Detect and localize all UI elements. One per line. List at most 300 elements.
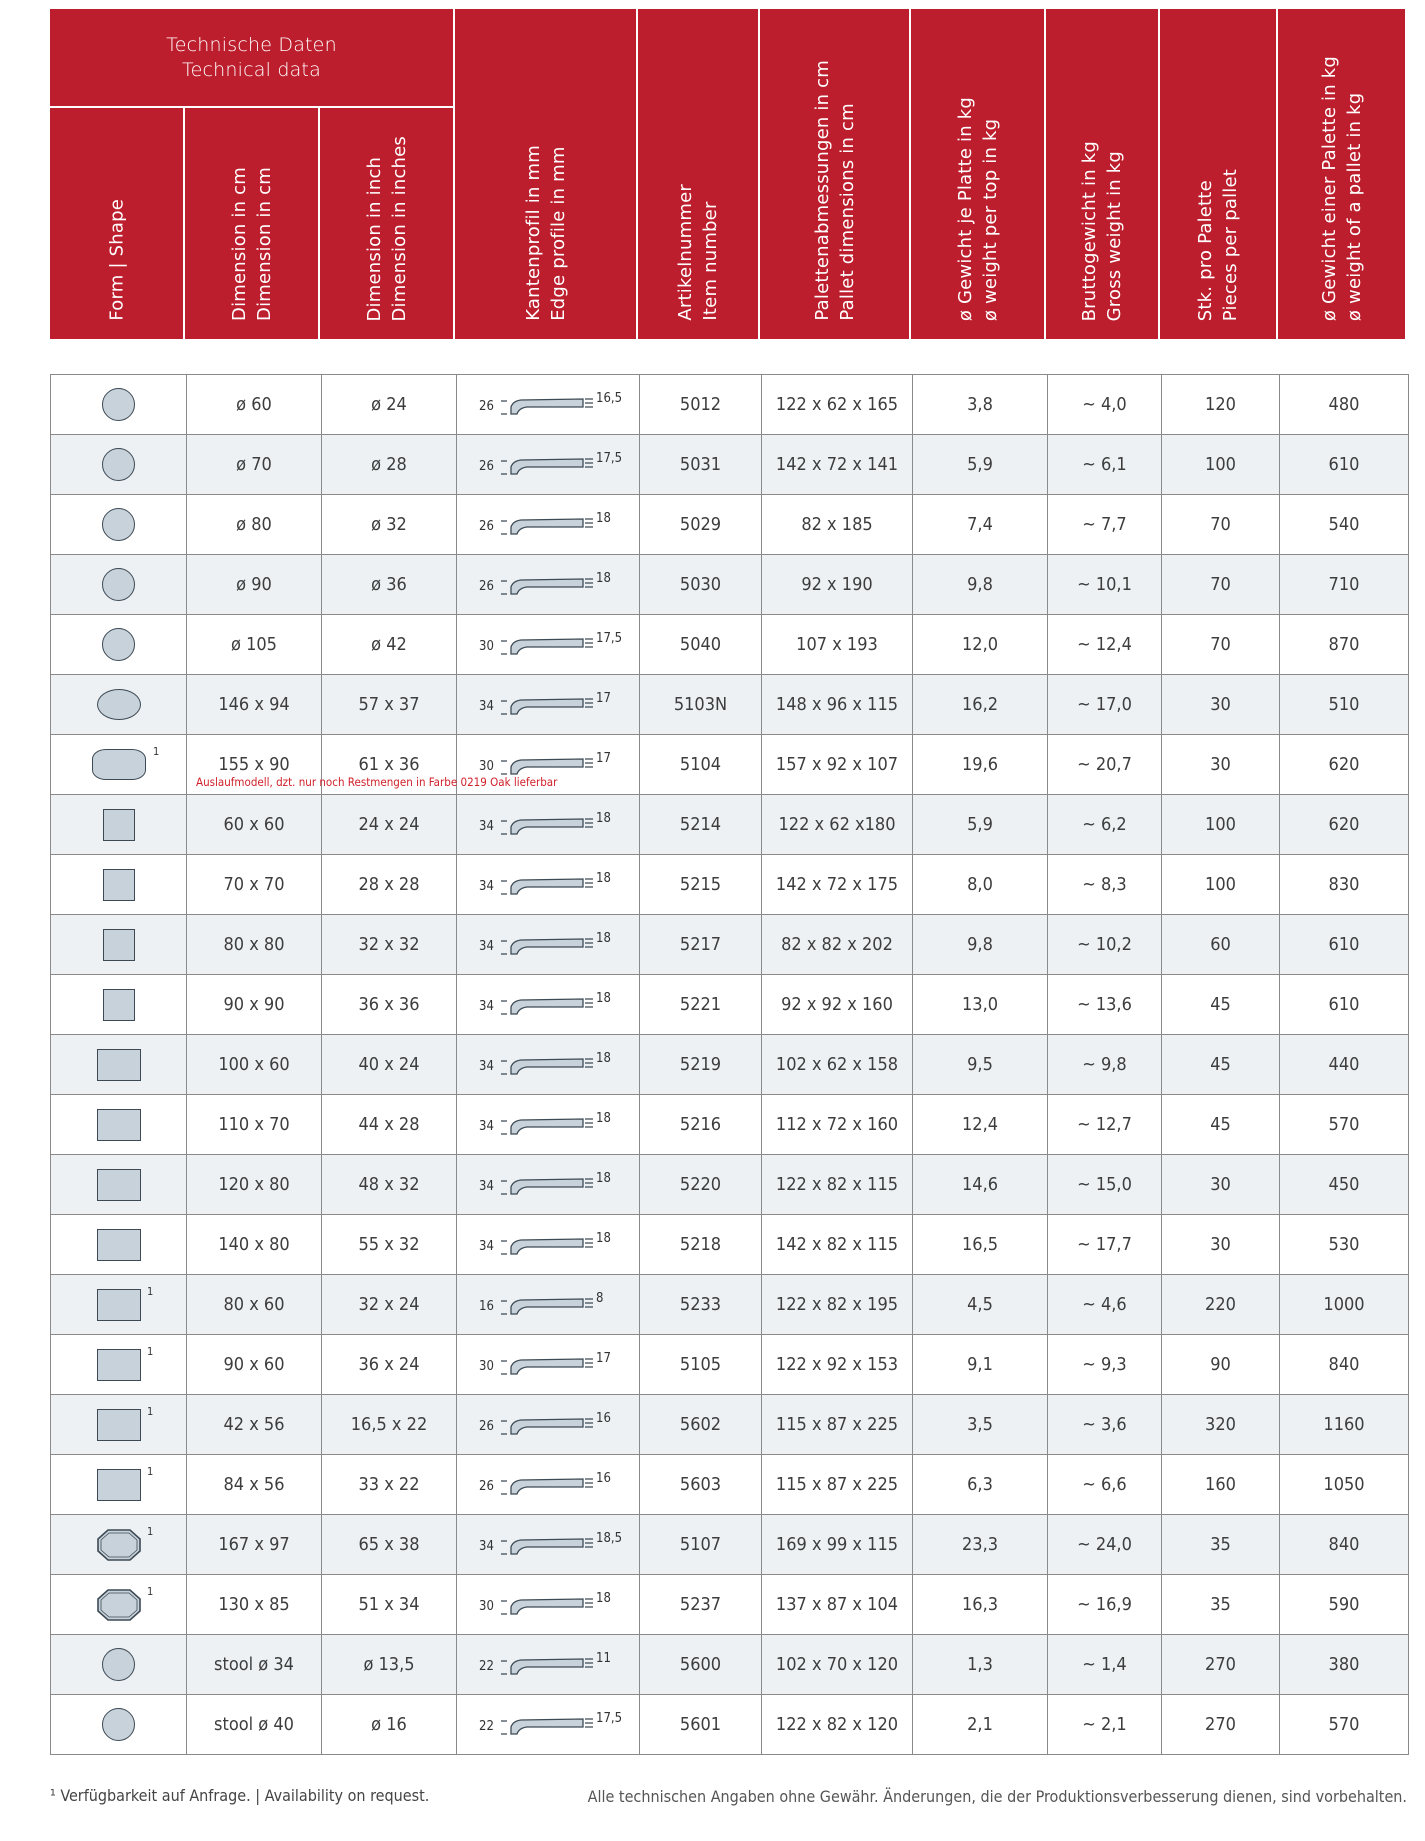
cell-pallet: 115 x 87 x 225 [761,1455,912,1514]
shape-cell [51,1695,186,1754]
cell-item: 5029 [639,495,761,554]
edge-thickness-left: 34 [479,698,494,714]
column-header [185,108,318,339]
cell-item: 5600 [639,1635,761,1694]
cell-cm: ø 90 [186,555,321,614]
cell-inch: 61 x 36 [321,735,456,794]
footnote-marker: 1 [147,1465,154,1478]
edge-profile-cell [456,855,639,914]
shape-cell [51,495,186,554]
cell-pallet-weight: 440 [1279,1035,1408,1094]
edge-thickness-right: 18 [596,1050,611,1066]
column-header-line: ø Gewicht einer Palette in kg [1318,55,1340,321]
edge-profile [473,865,623,905]
column-header-line: Stk. pro Palette [1195,179,1216,321]
cell-pieces: 35 [1161,1515,1279,1574]
shape-cell [51,1275,186,1334]
cell-pieces: 30 [1161,675,1279,734]
circle-shape-icon [102,1708,135,1741]
technical-data-title [50,9,453,106]
column-header [50,108,183,339]
cell-pallet-weight: 620 [1279,735,1408,794]
edge-profile [473,1645,623,1685]
shape-cell [51,1035,186,1094]
cell-pallet: 142 x 82 x 115 [761,1215,912,1274]
cell-inch: 28 x 28 [321,855,456,914]
shape-cell [51,735,186,794]
edge-profile [473,505,623,545]
edge-profile-icon [497,1293,595,1321]
cell-weight: 9,8 [912,915,1047,974]
edge-thickness-left: 34 [479,1538,494,1554]
column-header-line: Artikelnummer [675,184,696,321]
cell-weight: 19,6 [912,735,1047,794]
edge-thickness-right: 18 [596,810,611,826]
cell-pallet: 142 x 72 x 141 [761,435,912,494]
edge-profile [473,625,623,665]
cell-pieces: 160 [1161,1455,1279,1514]
cell-gross: ~ 6,2 [1047,795,1161,854]
column-header-line: ø weight per top in kg [979,118,1001,321]
cell-pallet-weight: 1160 [1279,1395,1408,1454]
edge-profile-cell [456,1095,639,1154]
cell-weight: 5,9 [912,795,1047,854]
cell-item: 5104 [639,735,761,794]
cell-pallet-weight: 1050 [1279,1455,1408,1514]
shape-cell [51,1515,186,1574]
table-row [51,1454,1408,1514]
cell-pallet-weight: 540 [1279,495,1408,554]
cell-pallet: 122 x 82 x 115 [761,1155,912,1214]
square-shape-icon [103,869,135,901]
edge-profile-icon [497,1533,595,1561]
cell-gross: ~ 12,7 [1047,1095,1161,1154]
edge-thickness-left: 34 [479,878,494,894]
square-shape-icon [103,989,135,1021]
rect-shape-icon [97,1349,141,1381]
cell-pallet: 102 x 62 x 158 [761,1035,912,1094]
shape-cell [51,555,186,614]
cell-cm: 155 x 90 [186,735,321,794]
cell-inch: 36 x 36 [321,975,456,1034]
cell-inch: 65 x 38 [321,1515,456,1574]
column-header-line: Form | Shape [106,199,127,321]
cell-cm: ø 105 [186,615,321,674]
table-row [51,1154,1408,1214]
edge-thickness-left: 22 [479,1718,494,1734]
cell-pieces: 45 [1161,975,1279,1034]
cell-pallet-weight: 480 [1279,375,1408,434]
cell-pieces: 100 [1161,795,1279,854]
cell-weight: 9,5 [912,1035,1047,1094]
cell-pieces: 45 [1161,1095,1279,1154]
cell-pallet-weight: 590 [1279,1575,1408,1634]
cell-gross: ~ 7,7 [1047,495,1161,554]
footnote-marker: 1 [147,1585,154,1598]
cell-weight: 3,5 [912,1395,1047,1454]
cell-inch: ø 28 [321,435,456,494]
table-row [51,375,1408,434]
edge-profile-icon [497,1413,595,1441]
shape-cell [51,615,186,674]
edge-profile [473,925,623,965]
rect-shape-icon [97,1469,141,1501]
edge-profile-icon [497,693,595,721]
shape-cell [51,795,186,854]
shape-cell [51,1395,186,1454]
column-header [638,9,758,339]
column-header-line: Dimension in inches [388,135,410,321]
column-header [760,9,909,339]
cell-inch: 57 x 37 [321,675,456,734]
cell-gross: ~ 3,6 [1047,1395,1161,1454]
cell-cm: ø 70 [186,435,321,494]
cell-pallet: 148 x 96 x 115 [761,675,912,734]
cell-weight: 16,2 [912,675,1047,734]
edge-profile [473,1045,623,1085]
cell-item: 5215 [639,855,761,914]
cell-inch: 32 x 32 [321,915,456,974]
footnote-marker: 1 [147,1285,154,1298]
cell-item: 5601 [639,1695,761,1754]
square-shape-icon [103,929,135,961]
cell-cm: ø 80 [186,495,321,554]
cell-inch: 33 x 22 [321,1455,456,1514]
cell-item: 5040 [639,615,761,674]
edge-profile-icon [497,1113,595,1141]
shape-cell [51,1335,186,1394]
column-header-line: Pallet dimensions in cm [836,103,858,321]
edge-profile-icon [497,873,595,901]
footnote-marker: 1 [147,1345,154,1358]
edge-profile-cell [456,375,639,434]
edge-profile-icon [497,453,595,481]
cell-item: 5107 [639,1515,761,1574]
cell-item: 5220 [639,1155,761,1214]
cell-cm: 146 x 94 [186,675,321,734]
cell-weight: 2,1 [912,1695,1047,1754]
edge-thickness-left: 34 [479,1238,494,1254]
cell-pallet: 137 x 87 x 104 [761,1575,912,1634]
cell-cm: 120 x 80 [186,1155,321,1214]
shape-cell [51,1155,186,1214]
edge-profile [473,1105,623,1145]
cell-cm: 80 x 60 [186,1275,321,1334]
cell-pallet: 122 x 62 x180 [761,795,912,854]
cell-gross: ~ 24,0 [1047,1515,1161,1574]
cell-weight: 16,3 [912,1575,1047,1634]
cell-pallet-weight: 530 [1279,1215,1408,1274]
table-row [51,914,1408,974]
edge-profile [473,565,623,605]
edge-profile-icon [497,393,595,421]
cell-item: 5030 [639,555,761,614]
cell-pallet: 122 x 82 x 195 [761,1275,912,1334]
table-row [51,434,1408,494]
cell-pallet-weight: 710 [1279,555,1408,614]
edge-profile-cell [456,1035,639,1094]
edge-thickness-left: 26 [479,578,494,594]
circle-shape-icon [102,448,135,481]
cell-inch: ø 32 [321,495,456,554]
column-header [911,9,1044,339]
cell-weight: 16,5 [912,1215,1047,1274]
edge-thickness-right: 8 [596,1290,604,1306]
cell-inch: 44 x 28 [321,1095,456,1154]
edge-thickness-left: 26 [479,398,494,414]
circle-shape-icon [102,628,135,661]
cell-pieces: 30 [1161,735,1279,794]
edge-profile-cell [456,1335,639,1394]
edge-thickness-left: 34 [479,1178,494,1194]
cell-cm: 42 x 56 [186,1395,321,1454]
column-header [455,9,636,339]
cell-inch: 16,5 x 22 [321,1395,456,1454]
rect-shape-icon [97,1049,141,1081]
edge-profile [473,1525,623,1565]
column-header-line: Gross weight in kg [1104,150,1125,321]
edge-thickness-right: 18 [596,990,611,1006]
column-header-line: Palettenabmessungen in cm [811,60,833,321]
cell-cm: ø 60 [186,375,321,434]
cell-inch: 32 x 24 [321,1275,456,1334]
cell-weight: 14,6 [912,1155,1047,1214]
table-row [51,734,1408,794]
column-header-line: Pieces per pallet [1220,168,1241,321]
cell-pallet-weight: 830 [1279,855,1408,914]
edge-thickness-right: 18 [596,510,611,526]
edge-profile [473,1705,623,1745]
cell-pallet: 122 x 82 x 120 [761,1695,912,1754]
edge-profile-icon [497,1593,595,1621]
cell-weight: 9,8 [912,555,1047,614]
table-row [51,1394,1408,1454]
cell-pallet: 122 x 92 x 153 [761,1335,912,1394]
edge-thickness-left: 34 [479,1058,494,1074]
column-header-line: Dimension in inch [363,156,385,321]
cell-gross: ~ 12,4 [1047,615,1161,674]
square-shape-icon [103,809,135,841]
edge-profile [473,445,623,485]
shape-cell [51,1095,186,1154]
cell-gross: ~ 10,1 [1047,555,1161,614]
cell-inch: ø 13,5 [321,1635,456,1694]
table-row [51,554,1408,614]
cell-pieces: 70 [1161,555,1279,614]
footnote-marker: 1 [153,745,160,758]
cell-cm: 90 x 60 [186,1335,321,1394]
cell-pieces: 30 [1161,1215,1279,1274]
discontinued-note: Auslaufmodell, dzt. nur noch Restmengen in Farbe 0219 Oak lieferbar [196,775,558,789]
edge-profile-icon [497,633,595,661]
edge-thickness-right: 17 [596,1350,611,1366]
edge-profile-cell [456,1515,639,1574]
edge-thickness-left: 26 [479,518,494,534]
edge-thickness-left: 30 [479,1358,494,1374]
cell-weight: 13,0 [912,975,1047,1034]
cell-item: 5603 [639,1455,761,1514]
rect-shape-icon [97,1229,141,1261]
cell-pallet: 122 x 62 x 165 [761,375,912,434]
edge-profile-cell [456,615,639,674]
edge-profile-cell [456,435,639,494]
cell-gross: ~ 13,6 [1047,975,1161,1034]
edge-profile [473,985,623,1025]
shape-cell [51,915,186,974]
edge-thickness-left: 34 [479,938,494,954]
cell-cm: 90 x 90 [186,975,321,1034]
cell-cm: 60 x 60 [186,795,321,854]
edge-thickness-right: 18 [596,570,611,586]
edge-thickness-left: 26 [479,1418,494,1434]
cell-weight: 9,1 [912,1335,1047,1394]
cell-pallet: 92 x 190 [761,555,912,614]
edge-thickness-right: 18 [596,930,611,946]
footnote-marker: 1 [147,1525,154,1538]
cell-inch: ø 16 [321,1695,456,1754]
table-row [51,854,1408,914]
shape-cell [51,1215,186,1274]
cell-item: 5214 [639,795,761,854]
cell-pallet-weight: 1000 [1279,1275,1408,1334]
cell-weight: 7,4 [912,495,1047,554]
edge-profile-cell [456,675,639,734]
cell-weight: 5,9 [912,435,1047,494]
cell-pallet: 102 x 70 x 120 [761,1635,912,1694]
cell-item: 5012 [639,375,761,434]
edge-thickness-right: 17 [596,690,611,706]
cell-inch: 55 x 32 [321,1215,456,1274]
edge-profile-cell [456,1275,639,1334]
cell-pieces: 60 [1161,915,1279,974]
cell-weight: 23,3 [912,1515,1047,1574]
edge-profile [473,1465,623,1505]
edge-thickness-left: 34 [479,998,494,1014]
table-row [51,1094,1408,1154]
cell-pallet-weight: 610 [1279,435,1408,494]
cell-inch: ø 36 [321,555,456,614]
cell-pallet-weight: 840 [1279,1335,1408,1394]
edge-profile-cell [456,1215,639,1274]
edge-thickness-left: 30 [479,1598,494,1614]
cell-gross: ~ 6,1 [1047,435,1161,494]
cell-weight: 12,4 [912,1095,1047,1154]
edge-thickness-right: 18 [596,1170,611,1186]
table-row [51,1214,1408,1274]
edge-thickness-right: 17,5 [596,630,623,646]
table-row [51,1274,1408,1334]
shape-cell [51,1455,186,1514]
column-header [1160,9,1276,339]
edge-profile-cell [456,1155,639,1214]
cell-pallet: 115 x 87 x 225 [761,1395,912,1454]
edge-profile-cell [456,555,639,614]
cell-gross: ~ 1,4 [1047,1635,1161,1694]
edge-profile-cell [456,1395,639,1454]
table-row [51,1034,1408,1094]
cell-inch: 51 x 34 [321,1575,456,1634]
table-row [51,1634,1408,1694]
cell-cm: 84 x 56 [186,1455,321,1514]
cell-gross: ~ 4,6 [1047,1275,1161,1334]
edge-thickness-right: 18,5 [596,1530,623,1546]
edge-profile-cell [456,975,639,1034]
edge-profile [473,385,623,425]
column-header-line: Dimension in cm [253,167,275,321]
cell-inch: 24 x 24 [321,795,456,854]
cell-inch: 40 x 24 [321,1035,456,1094]
column-header-line: ø weight of a pallet in kg [1343,92,1365,321]
cell-cm: 100 x 60 [186,1035,321,1094]
cell-item: 5233 [639,1275,761,1334]
cell-pieces: 100 [1161,435,1279,494]
edge-profile-icon [497,1233,595,1261]
edge-profile-icon [497,993,595,1021]
shape-cell [51,375,186,434]
edge-profile-icon [497,1173,595,1201]
cell-cm: 110 x 70 [186,1095,321,1154]
cell-pieces: 45 [1161,1035,1279,1094]
table-header [50,9,1407,339]
cell-pallet-weight: 840 [1279,1515,1408,1574]
rect-shape-icon [97,1169,141,1201]
cell-item: 5103N [639,675,761,734]
cell-pallet: 157 x 92 x 107 [761,735,912,794]
cell-item: 5237 [639,1575,761,1634]
cell-pallet: 82 x 82 x 202 [761,915,912,974]
cell-item: 5221 [639,975,761,1034]
column-header-line: Edge profile in mm [547,146,569,321]
edge-thickness-right: 17 [596,750,611,766]
cell-gross: ~ 4,0 [1047,375,1161,434]
table-row [51,1574,1408,1634]
shape-cell [51,1575,186,1634]
edge-thickness-right: 18 [596,1590,611,1606]
cell-weight: 4,5 [912,1275,1047,1334]
cell-pallet: 169 x 99 x 115 [761,1515,912,1574]
edge-profile [473,1285,623,1325]
circle-shape-icon [102,508,135,541]
cell-cm: 130 x 85 [186,1575,321,1634]
cell-item: 5216 [639,1095,761,1154]
circle-shape-icon [102,1648,135,1681]
cell-gross: ~ 10,2 [1047,915,1161,974]
cell-pallet: 142 x 72 x 175 [761,855,912,914]
edge-thickness-left: 34 [479,1118,494,1134]
cell-pallet-weight: 510 [1279,675,1408,734]
edge-thickness-right: 16 [596,1470,611,1486]
cell-gross: ~ 6,6 [1047,1455,1161,1514]
cell-pallet-weight: 570 [1279,1095,1408,1154]
cell-pallet: 107 x 193 [761,615,912,674]
edge-thickness-left: 26 [479,1478,494,1494]
table-row [51,1514,1408,1574]
column-header [1278,9,1405,339]
edge-thickness-right: 17,5 [596,1710,623,1726]
shape-cell [51,435,186,494]
edge-profile-icon [497,513,595,541]
edge-profile-icon [497,813,595,841]
cell-gross: ~ 8,3 [1047,855,1161,914]
edge-profile-cell [456,915,639,974]
edge-profile-cell [456,495,639,554]
cell-cm: stool ø 40 [186,1695,321,1754]
cell-pallet-weight: 380 [1279,1635,1408,1694]
edge-thickness-left: 34 [479,818,494,834]
column-header-line: Bruttogewicht in kg [1079,140,1100,321]
cell-inch: 48 x 32 [321,1155,456,1214]
cell-cm: 70 x 70 [186,855,321,914]
